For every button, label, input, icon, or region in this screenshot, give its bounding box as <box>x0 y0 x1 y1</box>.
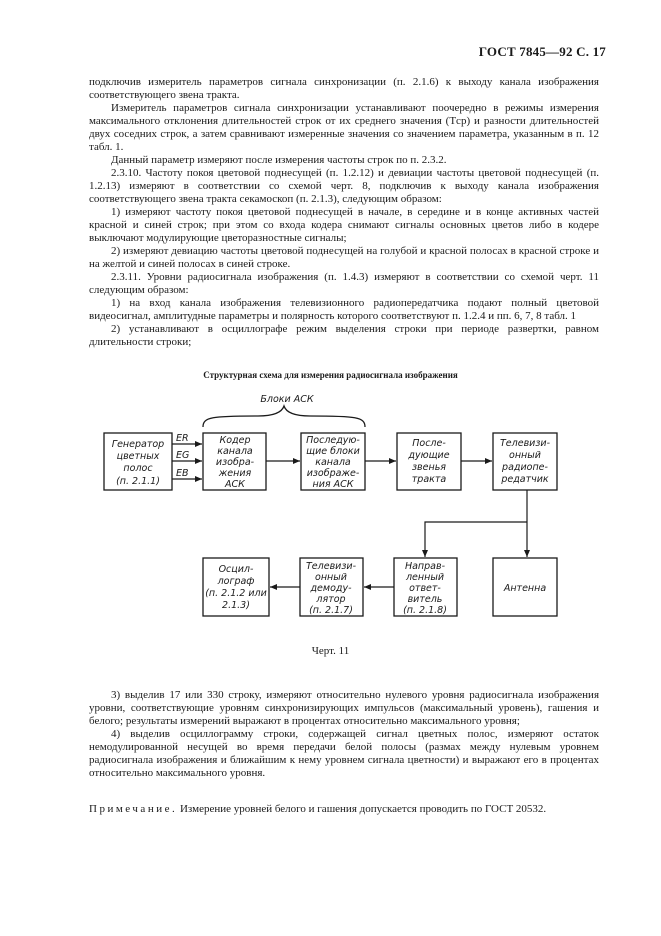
block-text: ответ- <box>409 583 441 594</box>
block-text: лограф <box>217 576 255 587</box>
note-label: Примечание. <box>89 803 178 815</box>
block-text: После- <box>412 438 446 449</box>
block-text: щие блоки <box>306 446 360 457</box>
signal-label: EG <box>176 450 190 461</box>
note <box>89 803 599 816</box>
block-text: Кодер <box>219 435 251 446</box>
flow-arrow <box>425 522 527 557</box>
block-text: (п. 2.1.1) <box>116 476 160 487</box>
block-text: демоду- <box>310 583 352 594</box>
block-text: цветных <box>116 451 160 462</box>
paragraph: 4) выделив осциллограмму строки, содержащей сигнал цветных полос, измеряют остаток немодулированной несущей во время передачи белой полосы (размах между нулевым уровнем радиосигнала изображения и ближайшим к нему уровнем сигнала цветности) и выражают его в процентах относительно максимального уровня. <box>89 728 599 779</box>
block-text: дующие <box>408 450 450 461</box>
signal-label: ER <box>176 433 189 444</box>
block-text: редатчик <box>501 474 549 485</box>
paragraph: 3) выделив 17 или 330 строку, измеряют относительно нулевого уровня радиосигнала изображения уровни, соответствующие уровням синхронизирующих импульсов (максимальный уровень), гашения и белого; результаты измерений выражают в процентах относительно максимального уровня; <box>89 689 599 727</box>
block-text: Генератор <box>111 439 165 450</box>
block-text: лятор <box>316 594 346 605</box>
paragraph: Данный параметр измеряют после измерения частоты строк по п. 2.3.2. <box>111 154 447 166</box>
block-text: звенья <box>411 462 447 473</box>
page-header: ГОСТ 7845—92 С. 17 <box>478 44 606 59</box>
group-brace <box>203 406 365 427</box>
block-text: витель <box>407 594 443 605</box>
block-text: полос <box>123 463 153 474</box>
block-text: (п. 2.1.8) <box>403 605 447 616</box>
paragraph: подключив измеритель параметров сигнала синхронизации (п. 2.1.6) к выходу канала изображения соответствующего звена тракта. <box>89 76 599 101</box>
block-text: ния АСК <box>312 479 354 490</box>
figure-label: Черт. 11 <box>311 645 350 657</box>
paragraph: Измеритель параметров сигнала синхронизации устанавливают поочередно в режимы измерения максимального отклонения длительностей строк от их среднего значения (Tср) и разности длительностей двух соседних строк, а затем сравнивают измеренные значения со значением параметра, указанным в п. 12 табл. 1. <box>89 102 599 153</box>
paragraph: 1) на вход канала изображения телевизионного радиопередатчика подают полный цветовой видеосигнал, амплитудные параметры и полярность которого соответствуют п. 1.2.4 и пп. 6, 7, 8 табл. 1 <box>89 297 599 322</box>
paragraph: 2.3.10. Частоту покоя цветовой поднесущей (п. 1.2.12) и девиации частоты цветовой поднесущей (п. 1.2.13) измеряют в соответствии со схемой черт. 8, подключив к выходу канала изображения соответствующего звена тракта секамоскоп (п. 2.1.3), следующим образом: <box>89 167 599 205</box>
block-text: тракта <box>411 474 447 485</box>
block-text: онный <box>315 572 347 583</box>
block-text: Последую- <box>306 435 360 446</box>
block-text: (п. 2.1.2 или <box>205 588 267 599</box>
block-text: 2.1.3) <box>222 600 250 611</box>
top-text <box>89 76 599 349</box>
diagram-title: Структурная схема для измерения радиосигнала изображения <box>203 370 458 380</box>
block-text: изобра- <box>215 457 255 468</box>
block-text: ленный <box>405 572 445 583</box>
signal-label: EB <box>176 468 189 479</box>
block-text: Направ- <box>404 561 446 572</box>
block-text: (п. 2.1.7) <box>309 605 353 616</box>
block-text: канала <box>315 457 351 468</box>
paragraph: 1) измеряют частоту покоя цветовой поднесущей в начале, в середине и в конце активных частей красной и синей строк; при этом со входа кодера снимают сигналы основных цветов либо в кодере выключают модулирующие цветоразностные сигналы; <box>89 206 599 244</box>
block-text: жения <box>218 468 252 479</box>
block-text: канала <box>217 446 253 457</box>
paragraph: 2) измеряют девиацию частоты цветовой поднесущей на голубой и красной полосах в красной строке и на желтой и синей полосах в синей строке. <box>89 245 599 270</box>
block-text: Антенна <box>503 583 547 594</box>
block-text: Телевизи- <box>306 561 356 572</box>
block-text: Телевизи- <box>500 438 550 449</box>
block-text: АСК <box>225 479 245 490</box>
bottom-text <box>89 689 599 780</box>
paragraph: 2.3.11. Уровни радиосигнала изображения (п. 1.4.3) измеряют в соответствии со схемой черт. 11 следующим образом: <box>89 271 599 296</box>
block-text: Осцил- <box>218 564 254 575</box>
block-text: изображе- <box>306 468 360 479</box>
paragraph: 2) устанавливают в осциллографе режим выделения строки при периоде развертки, равном длительности строки; <box>89 323 599 348</box>
group-label: Блоки АСК <box>260 394 314 405</box>
block-diagram <box>0 380 661 640</box>
note-text: Измерение уровней белого и гашения допускается проводить по ГОСТ 20532. <box>177 803 547 815</box>
block-text: онный <box>509 450 541 461</box>
block-text: радиопе- <box>502 462 548 473</box>
